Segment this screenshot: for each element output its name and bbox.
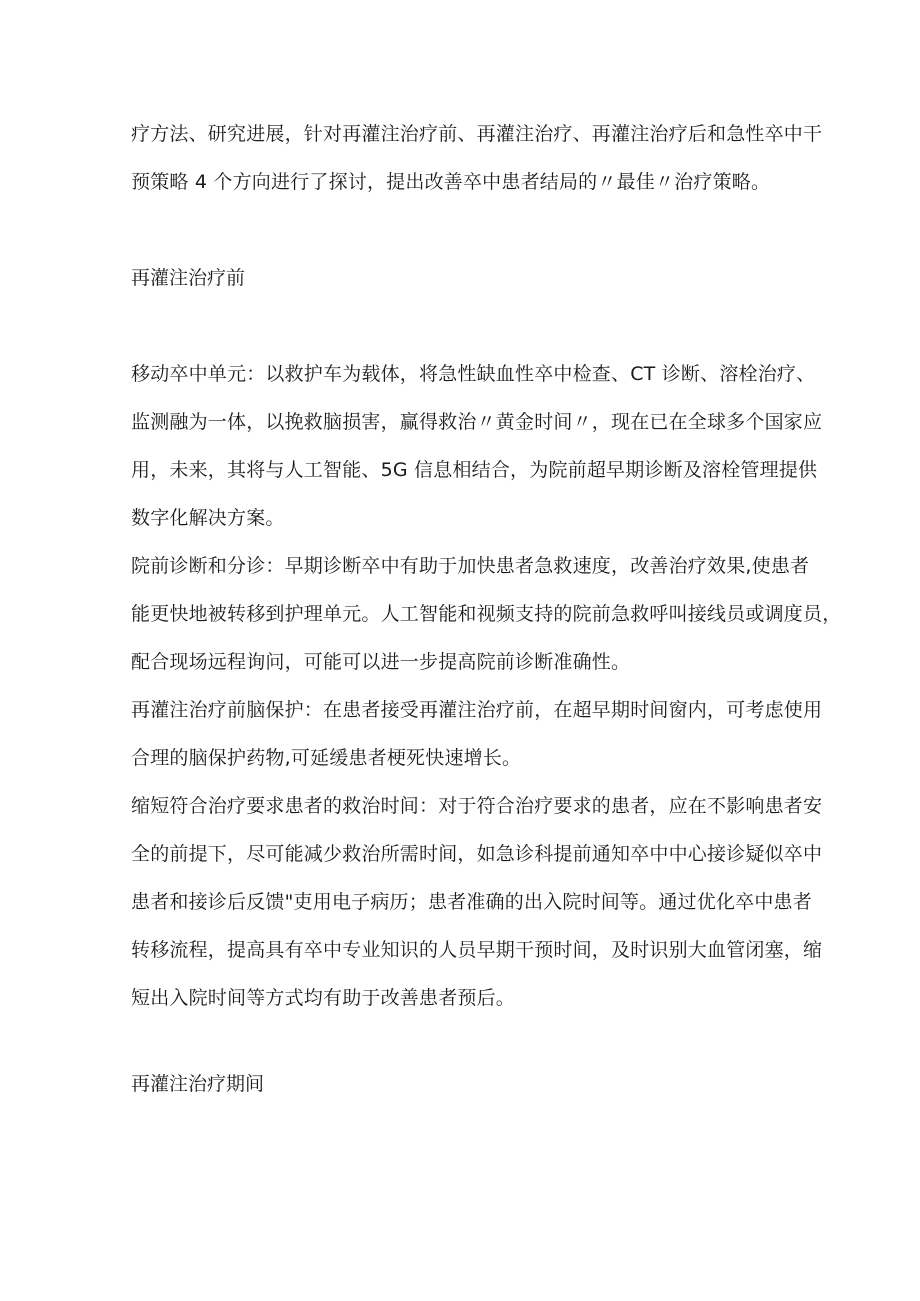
paragraph-line: 患者和接诊后反馈"吏用电子病历；患者准确的出入院时间等。通过优化卒中患者: [131, 891, 812, 913]
paragraph-line: 转移流程，提高具有卒中专业知识的人员早期干预时间，及时识别大血管闭塞，缩: [131, 939, 823, 961]
paragraph-line: 配合现场远程询问，可能可以进一步提高院前诊断准确性。: [131, 651, 631, 673]
section-heading: 再灌注治疗期间: [131, 1073, 265, 1095]
paragraph-line: 缩短符合治疗要求患者的救治时间：对于符合治疗要求的患者，应在不影响患者安: [131, 795, 823, 817]
section-heading: 再灌注治疗前: [131, 267, 246, 289]
intro-line-2: 预策略 4 个方向进行了探讨，提出改善卒中患者结局的〃最佳〃治疗策略。: [131, 171, 771, 193]
paragraph-line: 再灌注治疗前脑保护：在患者接受再灌注治疗前，在超早期时间窗内，可考虑使用: [131, 699, 823, 721]
intro-line-1: 疗方法、研究进展，针对再灌注治疗前、再灌注治疗、再灌注治疗后和急性卒中干: [131, 123, 823, 145]
paragraph-line: 能更快地被转移到护理单元。人工智能和视频支持的院前急救呼叫接线员或调度员，: [131, 603, 842, 625]
paragraph-line: 合理的脑保护药物,可延缓患者梗死快速增长。: [131, 747, 522, 769]
paragraph-line: 数字化解决方案。: [131, 507, 285, 529]
paragraph-line: 监测融为一体，以挽救脑损害，赢得救治〃黄金时间〃，现在已在全球多个国家应: [131, 411, 823, 433]
paragraph-line: 用，未来，其将与人工智能、5G 信息相结合，为院前超早期诊断及溶栓管理提供: [131, 459, 818, 481]
paragraph-line: 全的前提下，尽可能减少救治所需时间，如急诊科提前通知卒中中心接诊疑似卒中: [131, 843, 823, 865]
paragraph-line: 院前诊断和分诊：早期诊断卒中有助于加快患者急救速度，改善治疗效果,使患者: [131, 555, 810, 577]
paragraph-line: 移动卒中单元：以救护车为载体，将急性缺血性卒中检查、CT 诊断、溶栓治疗、: [131, 363, 816, 385]
paragraph-line: 短出入院时间等方式均有助于改善患者预后。: [131, 987, 516, 1009]
